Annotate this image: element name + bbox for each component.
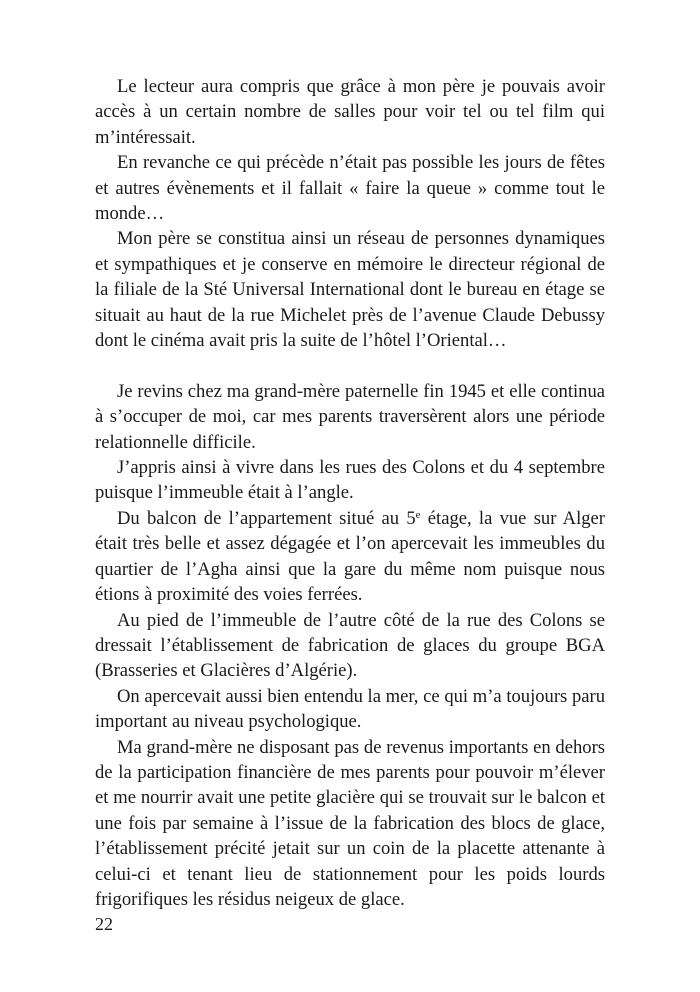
section-break bbox=[95, 353, 605, 378]
paragraph-holidays: En revanche ce qui précède n’était pas possible les jours de fêtes et autres évènements et il fallait « faire la queue » comme tout le monde… bbox=[95, 152, 605, 225]
paragraph-balcony bbox=[95, 506, 605, 608]
paragraph-network: Mon père se constitua ainsi un réseau de personnes dynamiques et sympathiques et je conserve en mémoire le directeur régional de la filiale de la Sté Universal International dont le bureau en étage se situait au haut de la rue Michelet près de l’avenue Claude Debussy dont le cinéma avait pris la suite de l’hôtel l’Oriental… bbox=[95, 228, 605, 352]
balcony-text-end: étage, la vue sur Alger était très belle et assez dégagée et l’on apercevait les immeubles du quartier de l’Agha ainsi que la gare du même nom puisque nous étions à proximité des voies ferrées. bbox=[95, 507, 605, 606]
paragraph-ice-factory: Au pied de l’immeuble de l’autre côté de la rue des Colons se dressait l’établissement de fabrication de glaces du groupe BGA (Brasseries et Glacières d’Algérie). bbox=[95, 609, 605, 682]
ordinal-superscript: e bbox=[415, 508, 421, 521]
paragraph-sea: On apercevait aussi bien entendu la mer, ce qui m’a toujours paru important au niveau psychologique. bbox=[95, 685, 605, 733]
paragraph-streets: J’appris ainsi à vivre dans les rues des Colons et du 4 septembre puisque l’immeuble était à l’angle. bbox=[95, 457, 605, 504]
balcony-text-start: Du balcon de l’appartement situé au 5 bbox=[117, 507, 416, 529]
paragraph-icebox: Ma grand-mère ne disposant pas de revenus importants en dehors de la participation financière de mes parents pour pouvoir m’élever et me nourrir avait une petite glacière qui se trouvait sur le balcon et une fois par semaine à l’issue de la fabrication des blocs de glace, l’établissement précité jetait sur un coin de la placette attenante à celui-ci et tenant lieu de stationnement pour les poids lourds frigorifiques les résidus neigeux de glace. bbox=[95, 736, 605, 910]
page-number: 22 bbox=[95, 914, 113, 934]
paragraph-grandmother: Je revins chez ma grand-mère paternelle fin 1945 et elle continua à s’occuper de moi, car mes parents traversèrent alors une période relationnelle difficile. bbox=[95, 380, 605, 453]
paragraph-film-access: Le lecteur aura compris que grâce à mon père je pouvais avoir accès à un certain nombre de salles pour voir tel ou tel film qui m’intéressait. bbox=[95, 76, 605, 148]
body-text bbox=[95, 74, 605, 912]
